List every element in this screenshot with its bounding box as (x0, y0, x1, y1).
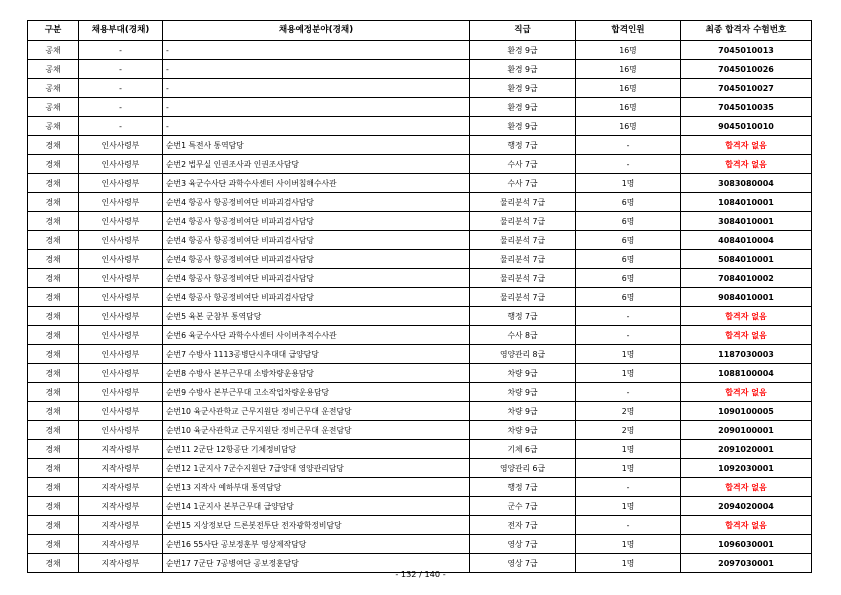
cell-unit: 지작사령부 (79, 478, 163, 497)
cell-field: - (163, 79, 470, 98)
header-field: 채용예정분야(경채) (163, 21, 470, 41)
cell-count: 16명 (576, 60, 681, 79)
cell-category: 경채 (28, 554, 79, 573)
cell-exam-number: 9084010001 (681, 288, 812, 307)
cell-unit: - (79, 98, 163, 117)
cell-count: - (576, 307, 681, 326)
cell-count: - (576, 136, 681, 155)
table-row (28, 516, 812, 535)
cell-category: 공채 (28, 79, 79, 98)
cell-exam-number: 3083080004 (681, 174, 812, 193)
cell-field: 순번16 55사단 공보정훈부 영상제작담당 (163, 535, 470, 554)
cell-unit: - (79, 79, 163, 98)
cell-exam-number: 7045010026 (681, 60, 812, 79)
cell-exam-number: 4084010004 (681, 231, 812, 250)
cell-count: 6명 (576, 193, 681, 212)
cell-field: 순번15 지상정보단 드론봇전투단 전자광학정비담당 (163, 516, 470, 535)
cell-category: 경채 (28, 326, 79, 345)
cell-grade: 물리분석 7급 (470, 212, 576, 231)
cell-field: 순번4 항공사 항공정비여단 비파괴검사담당 (163, 193, 470, 212)
cell-unit: 지작사령부 (79, 459, 163, 478)
table-row (28, 421, 812, 440)
cell-category: 경채 (28, 383, 79, 402)
table-row (28, 41, 812, 60)
cell-grade: 차량 9급 (470, 364, 576, 383)
cell-count: 1명 (576, 535, 681, 554)
table-row (28, 383, 812, 402)
cell-field: 순번4 항공사 항공정비여단 비파괴검사담당 (163, 212, 470, 231)
cell-count: 16명 (576, 41, 681, 60)
cell-field: - (163, 41, 470, 60)
cell-unit: 인사사령부 (79, 212, 163, 231)
cell-exam-number: 7045010027 (681, 79, 812, 98)
cell-exam-number: 합격자 없음 (681, 478, 812, 497)
cell-exam-number: 합격자 없음 (681, 326, 812, 345)
cell-count: 16명 (576, 79, 681, 98)
cell-category: 공채 (28, 41, 79, 60)
table-body (28, 41, 812, 573)
table-row (28, 535, 812, 554)
cell-category: 경채 (28, 269, 79, 288)
cell-exam-number: 2091020001 (681, 440, 812, 459)
cell-count: 6명 (576, 269, 681, 288)
cell-field: 순번9 수방사 본부근무대 고소작업차량운용담당 (163, 383, 470, 402)
cell-grade: 환경 9급 (470, 98, 576, 117)
cell-count: 1명 (576, 459, 681, 478)
cell-count: 1명 (576, 345, 681, 364)
cell-field: 순번6 육군수사단 과학수사센터 사이버추적수사관 (163, 326, 470, 345)
cell-grade: 물리분석 7급 (470, 193, 576, 212)
cell-grade: 환경 9급 (470, 41, 576, 60)
cell-field: 순번12 1군지사 7군수지원단 7급양대 영양관리담당 (163, 459, 470, 478)
cell-category: 공채 (28, 98, 79, 117)
cell-category: 경채 (28, 288, 79, 307)
cell-field: 순번14 1군지사 본부근무대 급양담당 (163, 497, 470, 516)
header-count: 합격인원 (576, 21, 681, 41)
cell-unit: 지작사령부 (79, 516, 163, 535)
cell-category: 공채 (28, 117, 79, 136)
cell-grade: 환경 9급 (470, 60, 576, 79)
table-row (28, 155, 812, 174)
table-row (28, 440, 812, 459)
table-row (28, 326, 812, 345)
cell-field: 순번4 항공사 항공정비여단 비파괴검사담당 (163, 269, 470, 288)
cell-grade: 물리분석 7급 (470, 269, 576, 288)
cell-unit: 인사사령부 (79, 326, 163, 345)
cell-count: 16명 (576, 117, 681, 136)
table-row (28, 269, 812, 288)
cell-category: 경채 (28, 402, 79, 421)
cell-count: 2명 (576, 402, 681, 421)
table-row (28, 459, 812, 478)
cell-field: 순번1 특전사 통역담당 (163, 136, 470, 155)
table-row (28, 60, 812, 79)
cell-count: - (576, 478, 681, 497)
cell-exam-number: 7045010013 (681, 41, 812, 60)
cell-exam-number: 7045010035 (681, 98, 812, 117)
table-row (28, 402, 812, 421)
table-row (28, 174, 812, 193)
cell-field: - (163, 117, 470, 136)
cell-grade: 영양관리 8급 (470, 345, 576, 364)
cell-unit: 지작사령부 (79, 535, 163, 554)
table-row (28, 193, 812, 212)
cell-category: 경채 (28, 459, 79, 478)
cell-exam-number: 1092030001 (681, 459, 812, 478)
cell-unit: 인사사령부 (79, 402, 163, 421)
cell-category: 경채 (28, 364, 79, 383)
cell-grade: 환경 9급 (470, 79, 576, 98)
cell-count: 1명 (576, 440, 681, 459)
cell-grade: 영상 7급 (470, 554, 576, 573)
cell-unit: 인사사령부 (79, 231, 163, 250)
cell-category: 경채 (28, 516, 79, 535)
cell-field: 순번2 법무실 인권조사과 인권조사담당 (163, 155, 470, 174)
table-row (28, 307, 812, 326)
cell-grade: 물리분석 7급 (470, 288, 576, 307)
cell-unit: 인사사령부 (79, 345, 163, 364)
cell-exam-number: 7084010002 (681, 269, 812, 288)
cell-grade: 행정 7급 (470, 136, 576, 155)
cell-category: 공채 (28, 60, 79, 79)
table-row (28, 364, 812, 383)
cell-grade: 전자 7급 (470, 516, 576, 535)
cell-field: 순번10 육군사관학교 근무지원단 정비근무대 운전담당 (163, 421, 470, 440)
cell-category: 경채 (28, 155, 79, 174)
cell-exam-number: 1090100005 (681, 402, 812, 421)
cell-exam-number: 2094020004 (681, 497, 812, 516)
cell-grade: 수사 8급 (470, 326, 576, 345)
cell-field: 순번10 육군사관학교 근무지원단 정비근무대 운전담당 (163, 402, 470, 421)
cell-grade: 행정 7급 (470, 307, 576, 326)
cell-count: 6명 (576, 212, 681, 231)
cell-grade: 차량 9급 (470, 402, 576, 421)
cell-field: 순번4 항공사 항공정비여단 비파괴검사담당 (163, 288, 470, 307)
cell-unit: - (79, 41, 163, 60)
cell-exam-number: 합격자 없음 (681, 155, 812, 174)
cell-field: 순번4 항공사 항공정비여단 비파괴검사담당 (163, 231, 470, 250)
cell-grade: 기체 6급 (470, 440, 576, 459)
cell-unit: 인사사령부 (79, 364, 163, 383)
cell-grade: 물리분석 7급 (470, 231, 576, 250)
table-row (28, 497, 812, 516)
cell-unit: 인사사령부 (79, 269, 163, 288)
cell-exam-number: 합격자 없음 (681, 307, 812, 326)
cell-category: 경채 (28, 231, 79, 250)
cell-count: - (576, 383, 681, 402)
cell-grade: 행정 7급 (470, 478, 576, 497)
cell-exam-number: 합격자 없음 (681, 136, 812, 155)
cell-unit: 인사사령부 (79, 155, 163, 174)
cell-field: - (163, 60, 470, 79)
cell-unit: 지작사령부 (79, 554, 163, 573)
table-row (28, 478, 812, 497)
cell-category: 경채 (28, 478, 79, 497)
table-row (28, 212, 812, 231)
table-header-row (28, 21, 812, 41)
cell-unit: 인사사령부 (79, 136, 163, 155)
cell-field: 순번11 2군단 12항공단 기체정비담당 (163, 440, 470, 459)
cell-unit: - (79, 117, 163, 136)
header-unit: 채용부대(경채) (79, 21, 163, 41)
cell-exam-number: 2097030001 (681, 554, 812, 573)
cell-grade: 물리분석 7급 (470, 250, 576, 269)
cell-grade: 수사 7급 (470, 155, 576, 174)
cell-count: 1명 (576, 497, 681, 516)
cell-count: 6명 (576, 288, 681, 307)
cell-unit: 지작사령부 (79, 497, 163, 516)
table-row (28, 250, 812, 269)
cell-field: 순번8 수방사 본부근무대 소방차량운용담당 (163, 364, 470, 383)
cell-count: 6명 (576, 231, 681, 250)
cell-grade: 영양관리 6급 (470, 459, 576, 478)
cell-exam-number: 합격자 없음 (681, 383, 812, 402)
cell-unit: 인사사령부 (79, 250, 163, 269)
results-table (27, 20, 812, 573)
cell-count: - (576, 155, 681, 174)
cell-exam-number: 3084010001 (681, 212, 812, 231)
cell-count: 1명 (576, 554, 681, 573)
cell-category: 경채 (28, 497, 79, 516)
cell-exam-number: 합격자 없음 (681, 516, 812, 535)
cell-count: 1명 (576, 174, 681, 193)
cell-unit: 인사사령부 (79, 383, 163, 402)
cell-unit: - (79, 60, 163, 79)
cell-category: 경채 (28, 421, 79, 440)
cell-unit: 인사사령부 (79, 307, 163, 326)
cell-grade: 수사 7급 (470, 174, 576, 193)
cell-exam-number: 1084010001 (681, 193, 812, 212)
cell-exam-number: 1088100004 (681, 364, 812, 383)
cell-count: 1명 (576, 364, 681, 383)
page-number: - 132 / 140 - (395, 569, 446, 579)
cell-grade: 환경 9급 (470, 117, 576, 136)
table-row (28, 231, 812, 250)
cell-field: 순번3 육군수사단 과학수사센터 사이버침해수사관 (163, 174, 470, 193)
cell-exam-number: 9045010010 (681, 117, 812, 136)
cell-unit: 인사사령부 (79, 288, 163, 307)
cell-grade: 군수 7급 (470, 497, 576, 516)
table-row (28, 117, 812, 136)
table-row (28, 98, 812, 117)
table-row (28, 288, 812, 307)
cell-unit: 지작사령부 (79, 440, 163, 459)
cell-count: - (576, 516, 681, 535)
cell-grade: 차량 9급 (470, 421, 576, 440)
cell-field: 순번5 육본 군참부 통역담당 (163, 307, 470, 326)
cell-category: 경채 (28, 212, 79, 231)
cell-category: 경채 (28, 535, 79, 554)
cell-category: 경채 (28, 136, 79, 155)
cell-field: 순번17 7군단 7공병여단 공보정훈담당 (163, 554, 470, 573)
cell-category: 경채 (28, 193, 79, 212)
cell-exam-number: 1187030003 (681, 345, 812, 364)
cell-category: 경채 (28, 174, 79, 193)
cell-count: 2명 (576, 421, 681, 440)
cell-category: 경채 (28, 250, 79, 269)
cell-grade: 차량 9급 (470, 383, 576, 402)
table-row (28, 345, 812, 364)
cell-count: - (576, 326, 681, 345)
cell-field: 순번4 항공사 항공정비여단 비파괴검사담당 (163, 250, 470, 269)
table-row (28, 136, 812, 155)
header-category: 구분 (28, 21, 79, 41)
cell-unit: 인사사령부 (79, 421, 163, 440)
cell-field: 순번13 지작사 예하부대 통역담당 (163, 478, 470, 497)
cell-exam-number: 2090100001 (681, 421, 812, 440)
cell-field: - (163, 98, 470, 117)
cell-category: 경채 (28, 307, 79, 326)
cell-unit: 인사사령부 (79, 193, 163, 212)
cell-count: 6명 (576, 250, 681, 269)
cell-exam-number: 5084010001 (681, 250, 812, 269)
cell-count: 16명 (576, 98, 681, 117)
cell-grade: 영상 7급 (470, 535, 576, 554)
cell-exam-number: 1096030001 (681, 535, 812, 554)
cell-category: 경채 (28, 345, 79, 364)
header-grade: 직급 (470, 21, 576, 41)
header-exam-number: 최종 합격자 수험번호 (681, 21, 812, 41)
cell-unit: 인사사령부 (79, 174, 163, 193)
table-row (28, 79, 812, 98)
cell-field: 순번7 수방사 1113공병단시추대대 급양담당 (163, 345, 470, 364)
cell-category: 경채 (28, 440, 79, 459)
